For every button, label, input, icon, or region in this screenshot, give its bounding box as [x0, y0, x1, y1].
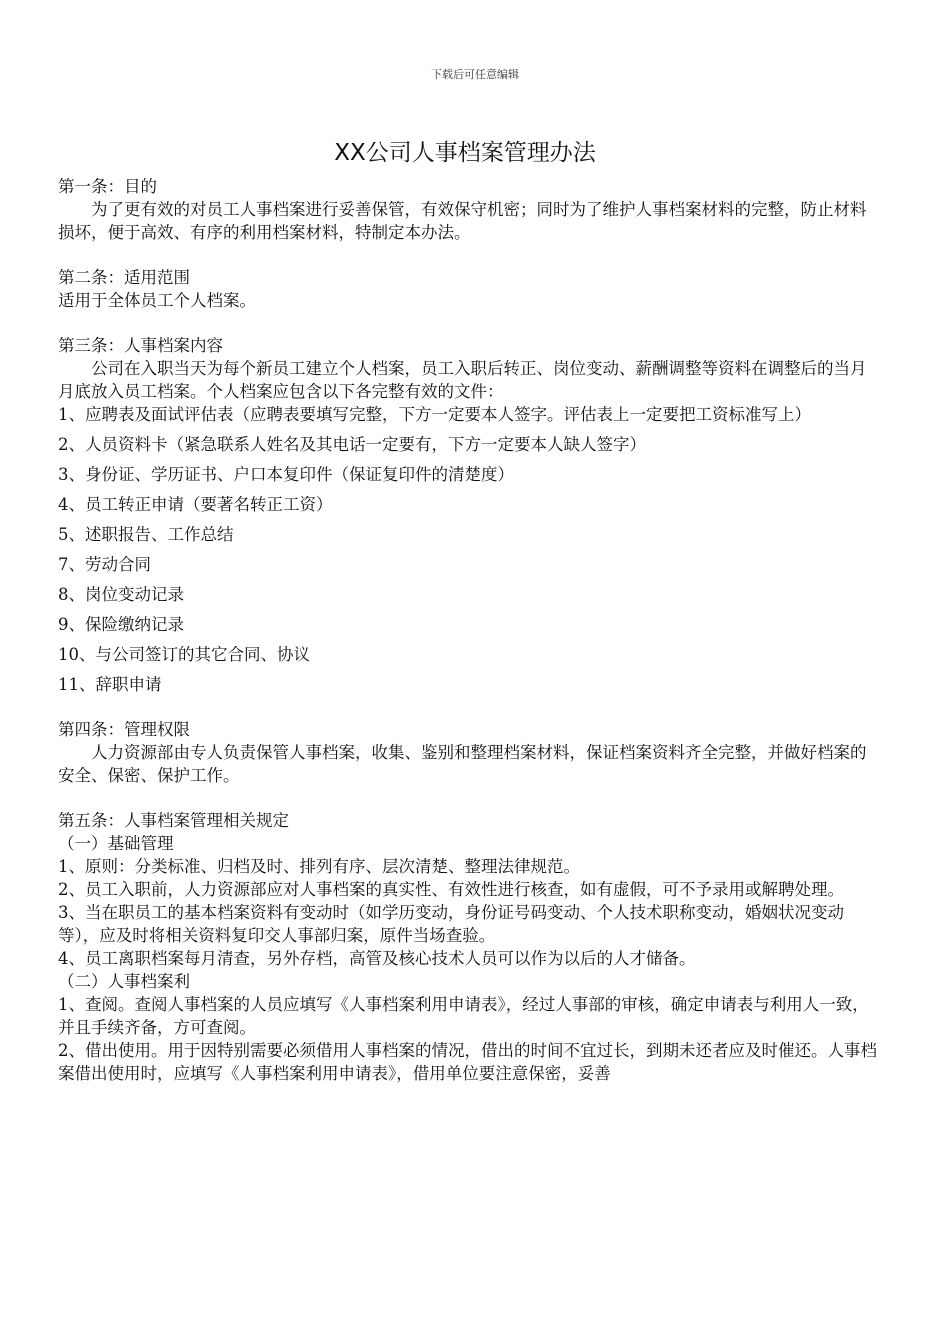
page-header-note: 下载后可任意编辑	[431, 68, 519, 81]
list-item: 10、与公司签订的其它合同、协议	[58, 645, 310, 664]
list-item: 5、述职报告、工作总结	[58, 525, 234, 544]
document-body	[58, 175, 880, 1085]
list-item: 9、保险缴纳记录	[58, 615, 184, 634]
section-4-body: 人力资源部由专人负责保管人事档案，收集、鉴别和整理档案材料，保证档案资料齐全完整，并做好档案的安全、保密、保护工作。	[58, 743, 867, 785]
list-item: 1、查阅。查阅人事档案的人员应填写《人事档案利用申请表》，经过人事部的审核，确定申请表与利用人一致，并且手续齐备，方可查阅。	[58, 995, 869, 1037]
list-item: 3、身份证、学历证书、户口本复印件（保证复印件的清楚度）	[58, 465, 514, 484]
list-item: 1、应聘表及面试评估表（应聘表要填写完整，下方一定要本人签字。评估表上一定要把工资标准写上）	[58, 405, 811, 424]
list-item: 2、员工入职前，人力资源部应对人事档案的真实性、有效性进行核查，如有虚假，可不予录用或解聘处理。	[58, 880, 844, 899]
section-3-heading: 第三条：人事档案内容	[58, 336, 223, 355]
list-item: 4、员工转正申请（要著名转正工资）	[58, 495, 333, 514]
document-title: XX公司人事档案管理办法	[334, 140, 596, 166]
list-item: 2、借出使用。用于因特别需要必须借用人事档案的情况，借出的时间不宜过长，到期未还者应及时催还。人事档案借出使用时，应填写《人事档案利用申请表》，借用单位要注意保密，妥善	[58, 1041, 877, 1083]
list-item: 7、劳动合同	[58, 555, 151, 574]
list-item: 2、人员资料卡（紧急联系人姓名及其电话一定要有，下方一定要本人缺人签字）	[58, 435, 646, 454]
list-item: 8、岗位变动记录	[58, 585, 184, 604]
section-1-body: 为了更有效的对员工人事档案进行妥善保管，有效保守机密；同时为了维护人事档案材料的完整，防止材料损坏，便于高效、有序的利用档案材料，特制定本办法。	[58, 200, 867, 242]
section-2-body: 适用于全体员工个人档案。	[58, 291, 256, 310]
section-3-body: 公司在入职当天为每个新员工建立个人档案，员工入职后转正、岗位变动、薪酬调整等资料在调整后的当月月底放入员工档案。个人档案应包含以下各完整有效的文件：	[58, 359, 867, 401]
list-item: 4、员工离职档案每月清查，另外存档，高管及核心技术人员可以作为以后的人才储备。	[58, 949, 696, 968]
list-item: 3、当在职员工的基本档案资料有变动时（如学历变动，身份证号码变动、个人技术职称变动，婚姻状况变动等），应及时将相关资料复印交人事部归案，原件当场查验。	[58, 903, 844, 945]
list-item: 11、辞职申请	[58, 675, 162, 694]
section-5-heading: 第五条：人事档案管理相关规定	[58, 811, 289, 830]
subsection-heading: （二）人事档案利	[58, 972, 190, 991]
subsection-heading: （一）基础管理	[58, 834, 174, 853]
section-4-heading: 第四条：管理权限	[58, 720, 190, 739]
list-item: 1、原则：分类标准、归档及时、排列有序、层次清楚、整理法律规范。	[58, 857, 580, 876]
section-1-heading: 第一条：目的	[58, 177, 157, 196]
section-2-heading: 第二条：适用范围	[58, 268, 190, 287]
